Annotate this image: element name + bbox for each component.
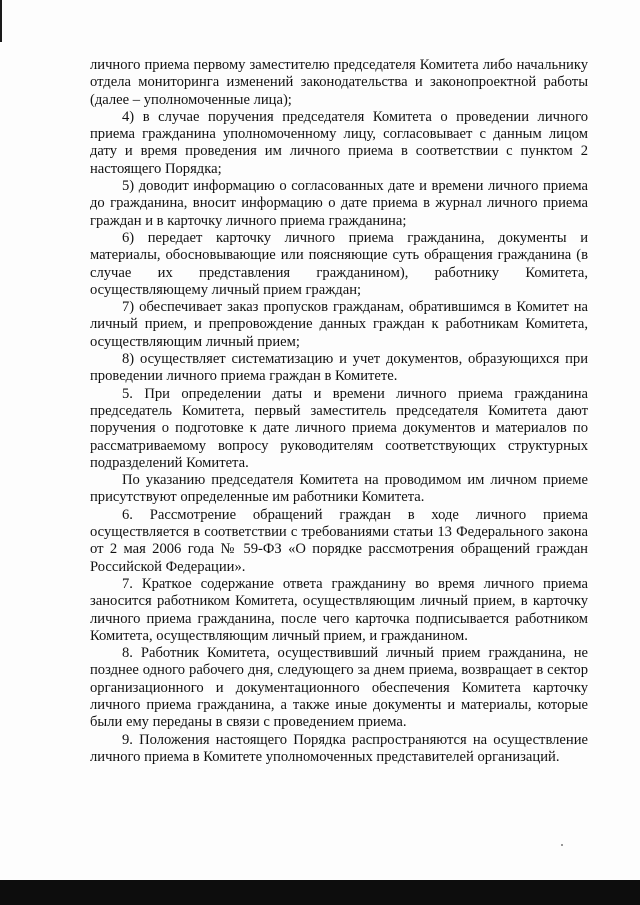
document-body	[90, 57, 588, 766]
scan-bottom-edge	[0, 880, 640, 905]
paragraph-section-6: 6. Рассмотрение обращений граждан в ходе личного приема осуществляется в соответствии с требованиями статьи 13 Федерального закона от 2 мая 2006 года № 59-ФЗ «О порядке рассмотрения обращений граждан Российской Федерации».	[90, 506, 588, 575]
paragraph-item-7: 7) обеспечивает заказ пропусков гражданам, обратившимся в Комитет на личный прием, и препровождение данных граждан к работникам Комитета, осуществляющим личный прием;	[90, 299, 588, 350]
paragraph-section-9: 9. Положения настоящего Порядка распространяются на осуществление личного приема в Комитете уполномоченных представителей организаций.	[90, 731, 588, 765]
paragraph-section-7: 7. Краткое содержание ответа гражданину во время личного приема заносится работником Комитета, осуществляющим личный прием, в карточку личного приема гражданина, после чего карточка подписывается работником Комитета, осуществляющим личный прием, и гражданином.	[90, 575, 588, 644]
scan-speck	[561, 844, 563, 846]
paragraph-item-6: 6) передает карточку личного приема гражданина, документы и материалы, обосновывающие или поясняющие суть обращения гражданина (в случае их представления гражданином), работнику Комитета, осуществляющему личный прием граждан;	[90, 229, 588, 298]
paragraph-section-5-note: По указанию председателя Комитета на проводимом им личном приеме присутствуют определенные им работники Комитета.	[90, 472, 588, 506]
paragraph-continuation: личного приема первому заместителю председателя Комитета либо начальнику отдела мониторинга изменений законодательства и законопроектной работы (далее – уполномоченные лица);	[90, 57, 588, 108]
paragraph-item-8: 8) осуществляет систематизацию и учет документов, образующихся при проведении личного приема граждан в Комитете.	[90, 351, 588, 385]
scan-edge-mark	[0, 0, 2, 42]
paragraph-item-4: 4) в случае поручения председателя Комитета о проведении личного приема гражданина уполномоченному лицу, согласовывает с данным лицом дату и время проведения им личного приема в соответствии с пунктом 2 настоящего Порядка;	[90, 108, 588, 177]
paragraph-section-5: 5. При определении даты и времени личного приема гражданина председатель Комитета, первый заместитель председателя Комитета дают поручения о подготовке к дате личного приема документов и материалов по рассматриваемому вопросу руководителям соответствующих структурных подразделений Комитета.	[90, 385, 588, 471]
paragraph-item-5: 5) доводит информацию о согласованных дате и времени личного приема до гражданина, вносит информацию о дате приема в журнал личного приема граждан и в карточку личного приема гражданина;	[90, 178, 588, 229]
paragraph-section-8: 8. Работник Комитета, осуществивший личный прием гражданина, не позднее одного рабочего дня, следующего за днем приема, возвращает в сектор организационного и документационного обеспечения Комитета карточку личного приема гражданина, а также иные документы и материалы, которые были ему переданы в связи с проведением приема.	[90, 645, 588, 731]
